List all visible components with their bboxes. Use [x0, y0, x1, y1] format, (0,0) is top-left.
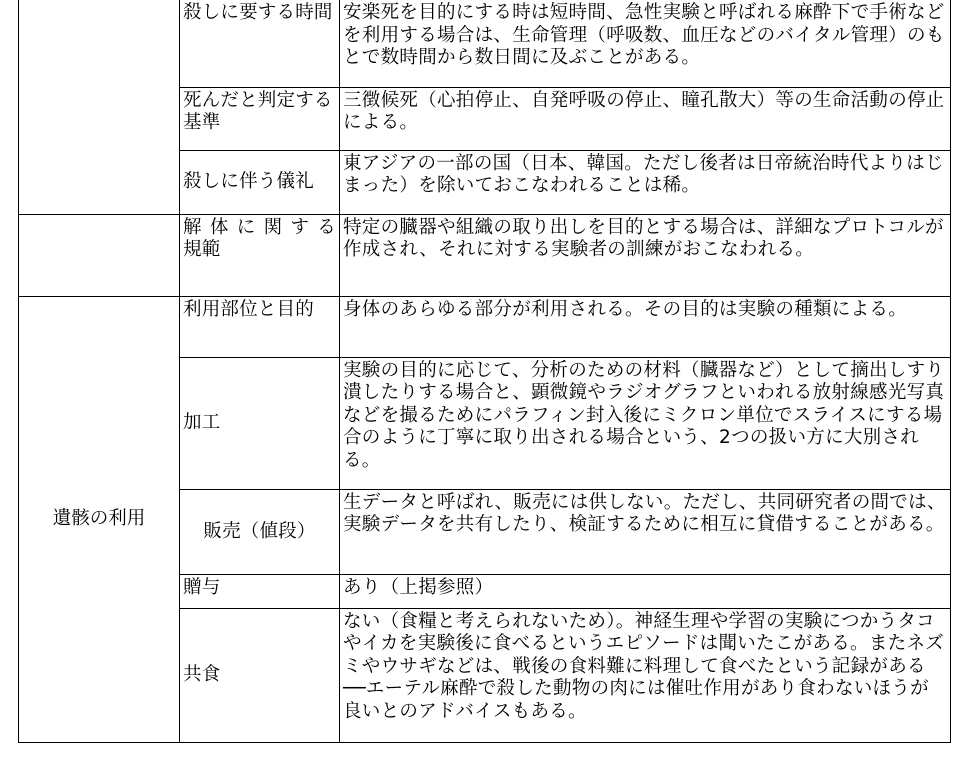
row-text: 三徴候死（心拍停止、自発呼吸の停止、瞳孔散大）等の生命活動の停止による。 [340, 87, 951, 150]
row-text: 生データと呼ばれ、販売には供しない。ただし、共同研究者の間では、実験データを共有したり、検証するために相互に貸借することがある。 [340, 489, 951, 574]
row-label: 殺しに要する時間 [180, 0, 340, 87]
row-label: 共食 [180, 608, 340, 742]
row-label: 贈与 [180, 574, 340, 608]
row-text: 東アジアの一部の国（日本、韓国。ただし後者は日帝統治時代よりはじまった）を除いておこなわれることは稀。 [340, 150, 951, 214]
row-text: 身体のあらゆる部分が利用される。その目的は実験の種類による。 [340, 296, 951, 357]
row-text: ない（食糧と考えられないため）。神経生理や学習の実験につかうタコやイカを実験後に食べるというエピソードは聞いたこがある。またネズミやウサギなどは、戦後の食料難に料理して食べたという記録がある──エーテル麻酔で殺した動物の肉には催吐作用があり食わないほうが良いとのアドバイスもある。 [340, 608, 951, 742]
row-label: 加工 [180, 357, 340, 489]
row-label-line: 規範 [183, 239, 221, 260]
table-row [19, 214, 951, 296]
row-label: 殺しに伴う儀礼 [180, 150, 340, 214]
row-label: 死んだと判定する基準 [180, 87, 340, 150]
content-table [18, 0, 951, 743]
empty-section-cell [19, 214, 180, 296]
row-label [180, 214, 340, 296]
table-row [19, 296, 951, 357]
row-text: 安楽死を目的にする時は短時間、急性実験と呼ばれる麻酔下で手術などを利用する場合は、生命管理（呼吸数、血圧などのバイタル管理）のもとで数時間から数日間に及ぶことがある。 [340, 0, 951, 87]
empty-section-cell [19, 0, 180, 214]
row-text: 特定の臓器や組織の取り出しを目的とする場合は、詳細なプロトコルが作成され、それに対する実験者の訓練がおこなわれる。 [340, 214, 951, 296]
row-text: 実験の目的に応じて、分析のための材料（臓器など）として摘出しすり潰したりする場合と、顕微鏡やラジオグラフといわれる放射線感光写真などを撮るためにパラフィン封入後にミクロン単位でスライスにする場合のように丁寧に取り出される場合という、2つの扱い方に大別される。 [340, 357, 951, 489]
row-label: 利用部位と目的 [180, 296, 340, 357]
table-row [19, 0, 951, 87]
row-text: あり（上掲参照） [340, 574, 951, 608]
row-label-line: 解体に関する [183, 216, 336, 238]
section-label: 遺骸の利用 [19, 296, 180, 742]
row-label: 販売（値段） [180, 489, 340, 574]
